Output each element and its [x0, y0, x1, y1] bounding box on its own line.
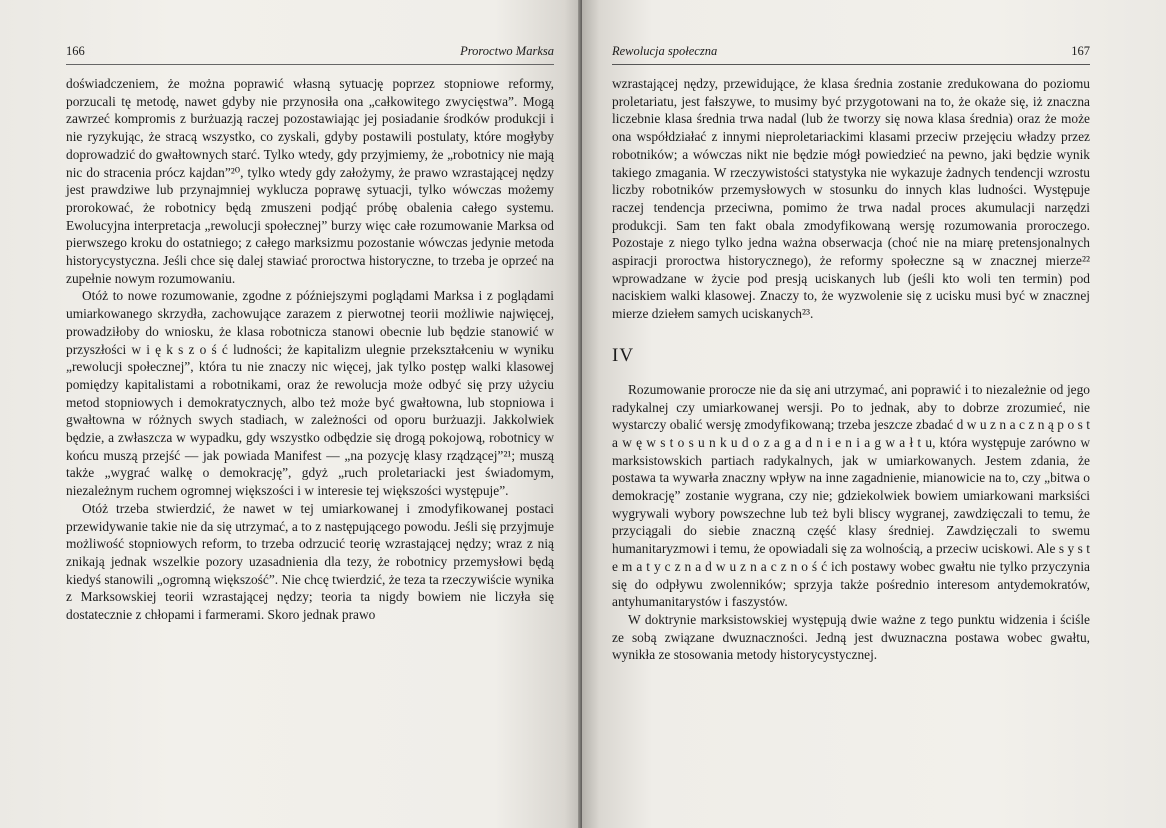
- left-paragraph-2: Otóż to nowe rozumowanie, zgodne z późniejszymi poglądami Marksa i z poglądami umiarkowanego skrzydła, zachowujące zarazem z pierwotnej teorii możliwie najwięcej, prowadziłoby do wniosku, że klasa robotnicza stanowi obecnie lub będzie stanowić w przyszłości w i ę k s z o ś ć ludności; że kapitalizm ulegnie przekształceniu w wyniku „rewolucji społecznej”, która tu nie znaczy nic więcej, jak tylko postęp walki klasowej pomiędzy kapitalistami a robotnikami, oraz że rewolucja może odbyć się przy użyciu metod stopniowych i demokratycznych, albo też może być gwałtowna, lub stopniowa i gwałtowna w różnych swych stadiach, w zależności od oporu burżuazji. Jakkolwiek będzie, a zwłaszcza w wypadku, gdy wszystko odbędzie się drogą pokojową, robotnicy w końcu muszą przejść — jak powiada Manifest — „na pozycję klasy rządzącej”²¹; muszą także „wygrać walkę o demokrację”, gdyż „ruch proletariacki jest świadomym, niezależnym ruchem ogromnej większości i w interesie tej większości występuje”.: [66, 288, 554, 499]
- right-running-title: Rewolucja społeczna: [612, 44, 718, 58]
- right-paragraph-3: W doktrynie marksistowskiej występują dwie ważne z tego punktu widzenia i ściśle ze sobą związane dwuznaczności. Jedną jest dwuznaczna postawa wobec gwałtu, wynikła ze stosowania metody historycystycznej.: [612, 611, 1090, 663]
- left-page: [0, 0, 582, 828]
- right-page-number: 167: [1071, 44, 1090, 58]
- left-paragraph-1: doświadczeniem, że można poprawić własną sytuację poprzez stopniowe reformy, porzucali tę metodę, nawet gdyby nie przynosiła ona „całkowitego zwycięstwa”. Mogą zawrzeć kompromis z burżuazją raczej pozostawiając jej posiadanie środków produkcji i nie ryzykując, że stracą wszystko, co zyskali, gdyby postawili postulaty, które mogłyby doprowadzić do gwałtownych starć. Tylko wtedy, gdy przyjmiemy, że „robotnicy nie mają nic do stracenia prócz kajdan”²⁰, tylko wtedy gdy założymy, że prawo wzrastającej nędzy jest prawdziwe lub przynajmniej wyklucza poprawę sytuacji, tylko wówczas możemy prorokować, że robotnicy będą zmuszeni podjąć próbę obalenia całego systemu. Ewolucyjna interpretacja „rewolucji społecznej” burzy więc całe rozumowanie Marksa od pierwszego kroku do ostatniego; z całego marksizmu pozostanie wówczas jedynie metoda historycystyczna. Jeśli chce się dalej stawiać proroctwa historyczne, to trzeba je oprzeć na zupełnie nowym rozumowaniu.: [66, 76, 554, 286]
- left-page-number: 166: [66, 44, 85, 58]
- left-running-title: Proroctwo Marksa: [460, 44, 554, 58]
- right-running-head: [612, 44, 1090, 65]
- left-running-head: [66, 44, 554, 65]
- right-body-text: [612, 75, 1090, 664]
- right-page: [582, 0, 1166, 828]
- section-heading: IV: [612, 344, 635, 366]
- left-body-text: [66, 75, 554, 624]
- right-paragraph-2: Rozumowanie prorocze nie da się ani utrzymać, ani poprawić i to niezależnie od jego radykalnej czy umiarkowanej wersji. Po to jednak, aby to dobrze zrozumieć, nie wystarczy obalić wersję zmodyfikowaną; trzeba jeszcze zbadać d w u z n a c z n ą p o s t a w ę w s t o s u n k u d o z a g a d n i e n i a g w a ł t u, która występuje zarówno w marksistowskich partiach radykalnych, jak w umiarkowanych. Jestem zdania, że postawa ta wywarła znaczny wpływ na inne zagadnienie, mianowicie na to, czy „bitwa o demokrację” zostanie wygrana, czy nie; gdziekolwiek bowiem umiarkowani marksiści wygrywali wybory powszechne lub też byli bliscy wygranej, zawdzięczali to temu, że przyciągali do siebie znaczną część klasy średniej. Zawdzięczali to swemu humanitaryzmowi i temu, że opowiadali się za wolnością, a przeciw uciskowi. Ale s y s t e m a t y c z n a d w u z n a c z n o ś ć ich postawy wobec gwałtu nie tylko przyczynia się do odpływu zwolenników; sprzyja także pośrednio interesom antydemokratów, antyhumanitarystów i faszystów.: [612, 381, 1090, 610]
- left-paragraph-3: Otóż trzeba stwierdzić, że nawet w tej umiarkowanej i zmodyfikowanej postaci przewidywanie takie nie da się utrzymać, a to z następującego powodu. Jeśli się przyjmuje możliwość stopniowych reform, to trzeba odrzucić teorię wzrastającej nędzy; wraz z nią znikają jednak wszelkie pozory uzasadnienia dla tezy, że robotnicy przemysłowi będą kiedyś stanowili „ogromną większość”. Nie chcę twierdzić, że teza ta rzeczywiście wynika z Marksowskiej teorii wzrastającej nędzy; teoria ta nigdy bowiem nie liczyła się dostatecznie z chłopami i farmerami. Skoro jednak prawo: [66, 500, 554, 623]
- right-paragraph-1: wzrastającej nędzy, przewidujące, że klasa średnia zostanie zredukowana do poziomu proletariatu, jest fałszywe, to musimy być przygotowani na to, że okaże się, iż znaczna liczebnie klasa średnia trwa nadal (lub że tworzy się nowa klasa średnia) oraz że może ona współdziałać z innymi nieproletariackimi klasami przeciw przejęciu władzy przez robotników; a wówczas nikt nie będzie mógł powiedzieć na pewno, jaki będzie wynik takiego zmagania. W rzeczywistości statystyka nie wykazuje żadnych tendencji wzrostu liczby robotników przemysłowych w stosunku do innych klas ludności. Występuje raczej tendencja przeciwna, pomimo że trwa nadal proces akumulacji narzędzi produkcji. Sam ten fakt obala zmodyfikowaną wersję rozumowania proroczego. Pozostaje z niego tylko jedna ważna obserwacja (choć nie na miarę pretensjonalnych aspiracji proroctwa historycznego), że reformy społeczne są w znacznej mierze²² wprowadzane w życie pod presją uciskanych lub (jeśli kto woli ten termin) pod naciskiem walki klasowej. Znaczy to, że wyzwolenie się z ucisku musi być w znacznej mierze dziełem samych uciskanych²³.: [612, 76, 1090, 322]
